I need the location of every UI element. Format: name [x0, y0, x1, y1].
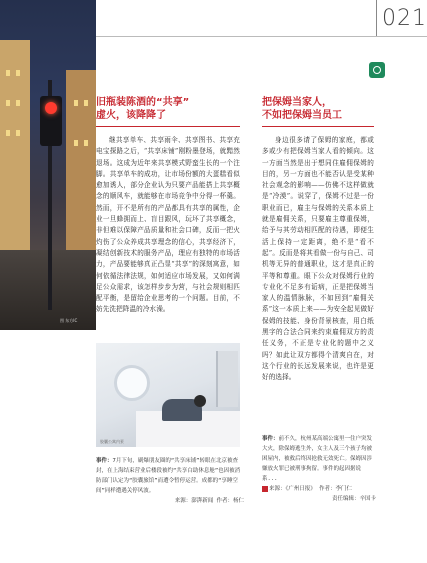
source-line: 来源：澎湃新闻 作者：杨仁: [174, 498, 244, 504]
person-head: [194, 395, 206, 407]
article-right: [262, 96, 374, 384]
source-text: 来源：《广州日报》 作者：李门仁: [269, 486, 353, 492]
article-right-note: [262, 434, 376, 504]
red-light-icon: [45, 102, 57, 114]
article-left-body: 继共享单车、共享雨伞、共享图书、共享充电宝探路之后，“共享床铺”刚粉墨登场，就黯然退场。这成为近年来共享模式野蛮生长的一个注脚。共享单车的成功，让市场份额的大蛋糕看似愈加诱人，部分企业认为只要产品能搭上共享概念的顺风车，就能够在市场竞争中分得一杯羹。然而，开不是所有的产品都具有共享的属性，企业一旦蜂拥而上、盲目跟风，玩坏了共享概念，非但难以保障产品质量和社会口碑，反而一把火灼伤了公众养成共享理念的信心，共享经济下，凝结创新技术的服务产品，理应有独特的市场活力，产品要能够真正凸显“共享”的深刻寓意，如何依循法律法规，如何适应市场发展，又如何满足公众需求，该怎样步步为营，与社会规则相匹配平衡，是留给企业思考的一个问题。目前，不妨先洗把降温的冷水澡。: [96, 136, 240, 314]
article-left-headline: [96, 96, 240, 122]
red-stamp-icon: [262, 486, 268, 492]
green-circle-badge-icon: [369, 62, 385, 78]
capsule-room-photo: [96, 343, 240, 447]
headline-line-1: 旧瓶装陈酒的“共享”: [96, 97, 190, 108]
headline-line-2: 不如把保姆当员工: [262, 110, 342, 121]
window: [6, 100, 10, 106]
background-photo: [0, 0, 96, 330]
window: [6, 70, 10, 76]
building-left: [0, 40, 30, 250]
event-text: 7月下旬，刷爆朋友圈的“共享床铺”转眼在北京被查封，在上海结束营业后楼段被约“共享白助休息舱”也因被消防部门认定为“胶囊旅馆”而遭令暂停运营。成都的“享睡空间”同样遭遇关停风波。: [96, 458, 241, 494]
header-divider: [376, 0, 377, 36]
window: [16, 100, 20, 106]
window: [74, 140, 78, 146]
window: [16, 130, 20, 136]
article-left-note: [96, 456, 244, 506]
window: [74, 100, 78, 106]
building-right: [66, 70, 96, 250]
headline-line-1: 把保姆当家人，: [262, 97, 332, 108]
article-left: [96, 96, 240, 316]
headline-rule: [262, 126, 374, 127]
window: [84, 140, 88, 146]
photo-credit: 图 东方IC: [60, 318, 78, 323]
page-number: 021: [382, 6, 427, 31]
editor-line: 责任编辑：辛国卡: [331, 496, 376, 502]
headline-rule: [96, 126, 240, 127]
event-note: [96, 456, 244, 496]
capsule-photo-credit: 胶囊公寓内景: [100, 439, 124, 444]
top-rule: [96, 36, 427, 37]
event-label: 事件：: [262, 436, 279, 442]
source-line: [262, 484, 376, 494]
article-right-body: 身边很多请了保姆的家庭，都或多或少有把保姆当家人看的倾向。这一方面当然是出于想同住雇佣保姆的目的，另一方面也不能否认是受某种社会观念的影响——仿佛不这样做就是“冷漠”。说穿了，保姆不过是一份职业而已，雇主与保姆的关系本质上就是雇佣关系，只要雇主尊重保姆，给予与其劳动相匹配的待遇，即便生活上保持一定距离，绝不是“看不起”。反而是将其看做一份与自己、司机等无异的普通职业，这才是真正的平等和尊重。眼下公众对保姆行业的专业化不足多有诟病，正是把保姆当家人的温情脉脉，不如回到“雇佣关系”这一本质上来——为安全起见做好保姆的技能、身份背景核查，用白纸黑字的合法合同来约束雇佣双方的责任义务，不正是专业化的题中之义吗？如此让双方都得个清爽自在，对这个行业的长远发展来说，也许是更好的选择。: [262, 136, 374, 382]
wall-panel: [216, 351, 238, 407]
article-right-headline: [262, 96, 374, 122]
round-window: [114, 365, 150, 401]
event-text: 前不久，杭州某高端公寓里一住户突发大火，除保姆逃生外，女主人及三个孩子均被困屋内，被救后终因抢救无效死亡。保姆因涉嫌放火罪已被刑事拘留。事件的起因据说系...: [262, 436, 373, 482]
event-label: 事件：: [96, 458, 113, 464]
window: [84, 100, 88, 106]
window: [16, 70, 20, 76]
window: [6, 130, 10, 136]
headline-line-2: 虚火，该降降了: [96, 110, 166, 121]
event-note: [262, 434, 376, 484]
